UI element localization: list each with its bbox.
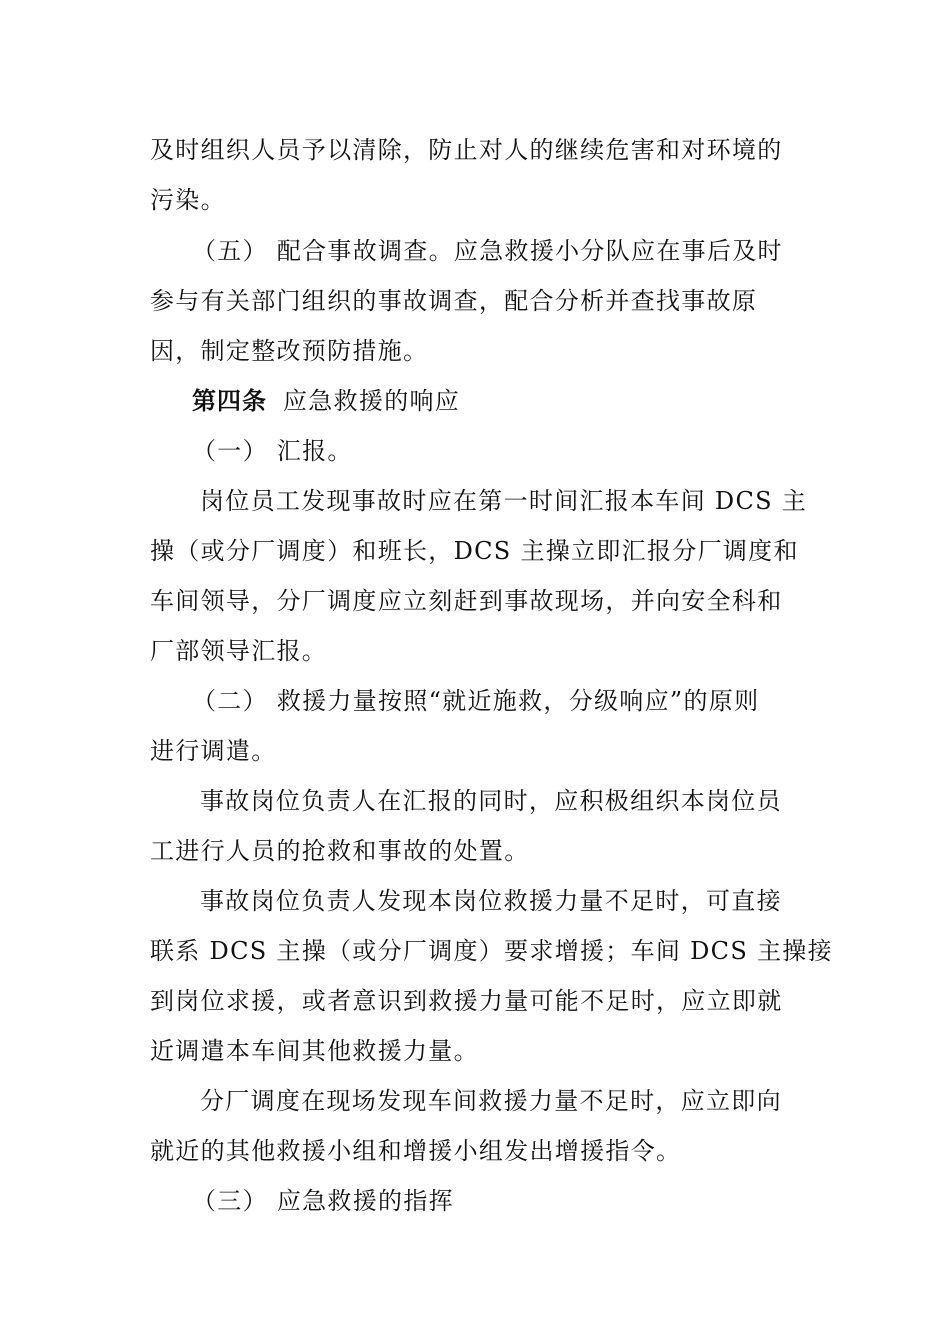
paragraph-line: 到岗位求援，或者意识到救援力量可能不足时，应立即就 [150, 987, 783, 1015]
article-heading [192, 384, 460, 418]
paragraph-line: 及时组织人员予以清除，防止对人的继续危害和对环境的 [150, 136, 783, 164]
paragraph-line: 因，制定整改预防措施。 [150, 337, 429, 365]
paragraph-line: 联系 DCS 主操（或分厂调度）要求增援；车间 DCS 主操接 [150, 937, 833, 965]
paragraph-line: 就近的其他救援小组和增援小组发出增援指令。 [150, 1137, 682, 1165]
paragraph-line: 污染。 [150, 186, 226, 214]
section-two-line: （二） 救援力量按照“就近施救，分级响应”的原则 [192, 687, 760, 715]
paragraph-line: 岗位员工发现事故时应在第一时间汇报本车间 DCS 主 [200, 487, 808, 515]
paragraph-line: 近调遣本车间其他救援力量。 [150, 1037, 479, 1065]
paragraph-line: 车间领导，分厂调度应立刻赶到事故现场，并向安全科和 [150, 587, 783, 615]
paragraph-line: 厂部领导汇报。 [150, 637, 328, 665]
article-number: 第四条 [192, 387, 267, 415]
section-five-line: （五） 配合事故调查。应急救援小分队应在事后及时 [192, 237, 783, 265]
article-title: 应急救援的响应 [283, 387, 461, 415]
paragraph-line: 操（或分厂调度）和班长，DCS 主操立即汇报分厂调度和 [150, 537, 799, 565]
section-three-heading: （三） 应急救援的指挥 [192, 1187, 454, 1215]
paragraph-line: 参与有关部门组织的事故调查，配合分析并查找事故原 [150, 287, 758, 315]
paragraph-line: 工进行人员的抢救和事故的处置。 [150, 837, 530, 865]
paragraph-line: 分厂调度在现场发现车间救援力量不足时，应立即向 [200, 1087, 782, 1115]
paragraph-line: 进行调遣。 [150, 737, 277, 765]
section-one-heading: （一） 汇报。 [192, 437, 353, 465]
paragraph-line: 事故岗位负责人发现本岗位救援力量不足时，可直接 [200, 887, 782, 915]
paragraph-line: 事故岗位负责人在汇报的同时，应积极组织本岗位员 [200, 787, 782, 815]
